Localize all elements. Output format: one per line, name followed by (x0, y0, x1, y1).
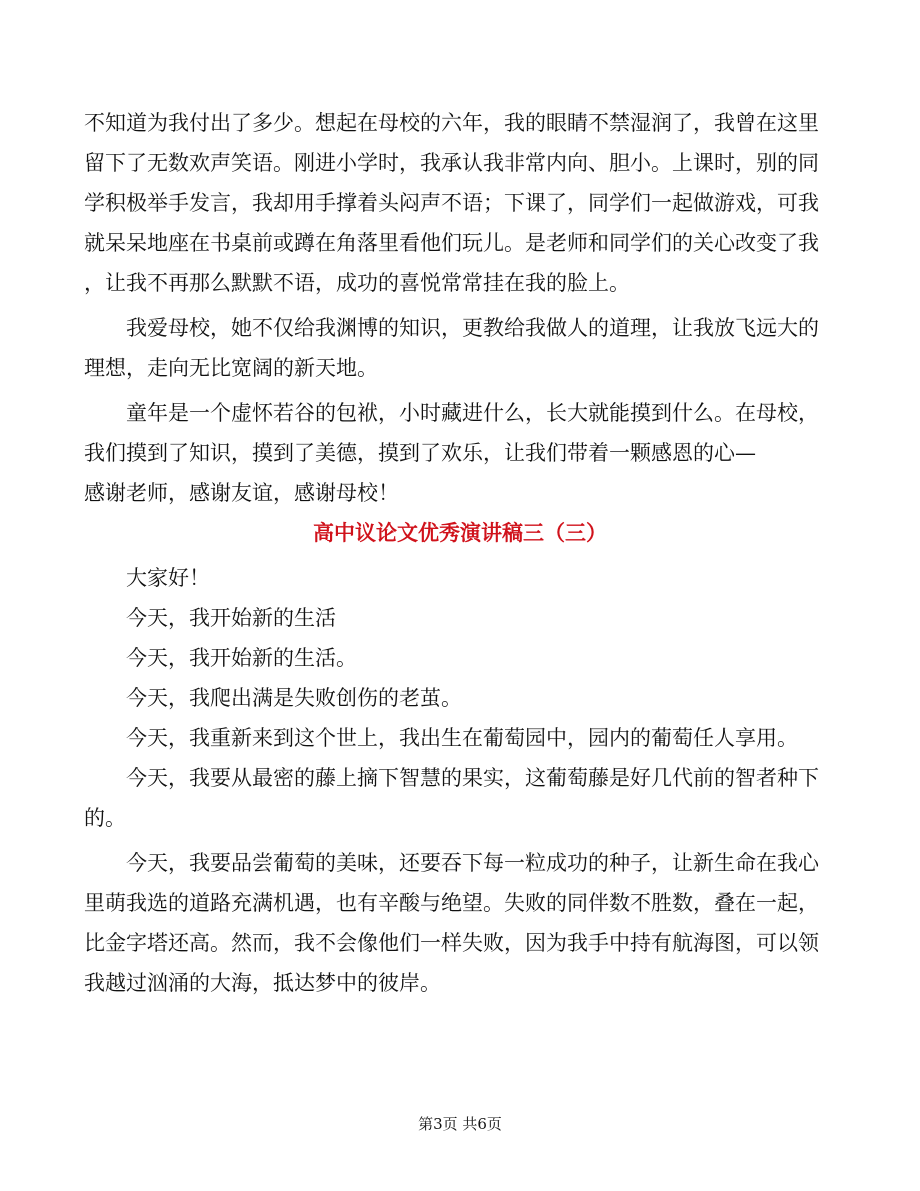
section-title: 高中议论文优秀演讲稿三（三） (313, 520, 607, 545)
paragraph-1-line-1: 不知道为我付出了多少。想起在母校的六年，我的眼睛不禁湿润了，我曾在这里 (84, 111, 819, 135)
paragraph-1-line-2: 留下了无数欢声笑语。刚进小学时，我承认我非常内向、胆小。上课时，别的同 (84, 151, 819, 175)
speech-para5-line-2: 的。 (84, 806, 126, 830)
page-number-footer: 第3页 共6页 (418, 1115, 502, 1133)
paragraph-1-line-5: ，让我不再那么默默不语，成功的喜悦常常挂在我的脸上。 (84, 271, 630, 295)
speech-line-2: 今天，我开始新的生活。 (126, 646, 357, 670)
paragraph-3-line-1: 童年是一个虚怀若谷的包袱，小时藏进什么，长大就能摸到什么。在母校， (126, 401, 819, 425)
speech-line-1: 今天，我开始新的生活 (126, 606, 336, 630)
paragraph-2-line-1: 我爱母校，她不仅给我渊博的知识，更教给我做人的道理，让我放飞远大的 (126, 316, 819, 340)
paragraph-1-line-4: 就呆呆地座在书桌前或蹲在角落里看他们玩儿。是老师和同学们的关心改变了我 (84, 231, 819, 255)
paragraph-1-line-3: 学积极举手发言，我却用手撑着头闷声不语；下课了，同学们一起做游戏，可我 (84, 191, 819, 215)
speech-line-4: 今天，我重新来到这个世上，我出生在葡萄园中，园内的葡萄任人享用。 (126, 726, 798, 750)
speech-para6-line-4: 我越过汹涌的大海，抵达梦中的彼岸。 (84, 971, 441, 995)
speech-para6-line-2: 里萌我选的道路充满机遇，也有辛酸与绝望。失败的同伴数不胜数，叠在一起， (84, 891, 819, 915)
speech-para5-line-1: 今天，我要从最密的藤上摘下智慧的果实，这葡萄藤是好几代前的智者种下 (126, 766, 819, 790)
paragraph-3-line-3: 感谢老师，感谢友谊，感谢母校！ (84, 481, 399, 505)
speech-greeting: 大家好！ (126, 566, 210, 590)
speech-line-3: 今天，我爬出满是失败创伤的老茧。 (126, 686, 462, 710)
paragraph-3-line-2: 我们摸到了知识，摸到了美德，摸到了欢乐，让我们带着一颗感恩的心— (84, 441, 756, 465)
speech-para6-line-3: 比金字塔还高。然而，我不会像他们一样失败，因为我手中持有航海图，可以领 (84, 931, 819, 955)
paragraph-2-line-2: 理想，走向无比宽阔的新天地。 (84, 356, 378, 380)
speech-para6-line-1: 今天，我要品尝葡萄的美味，还要吞下每一粒成功的种子，让新生命在我心 (126, 851, 819, 875)
